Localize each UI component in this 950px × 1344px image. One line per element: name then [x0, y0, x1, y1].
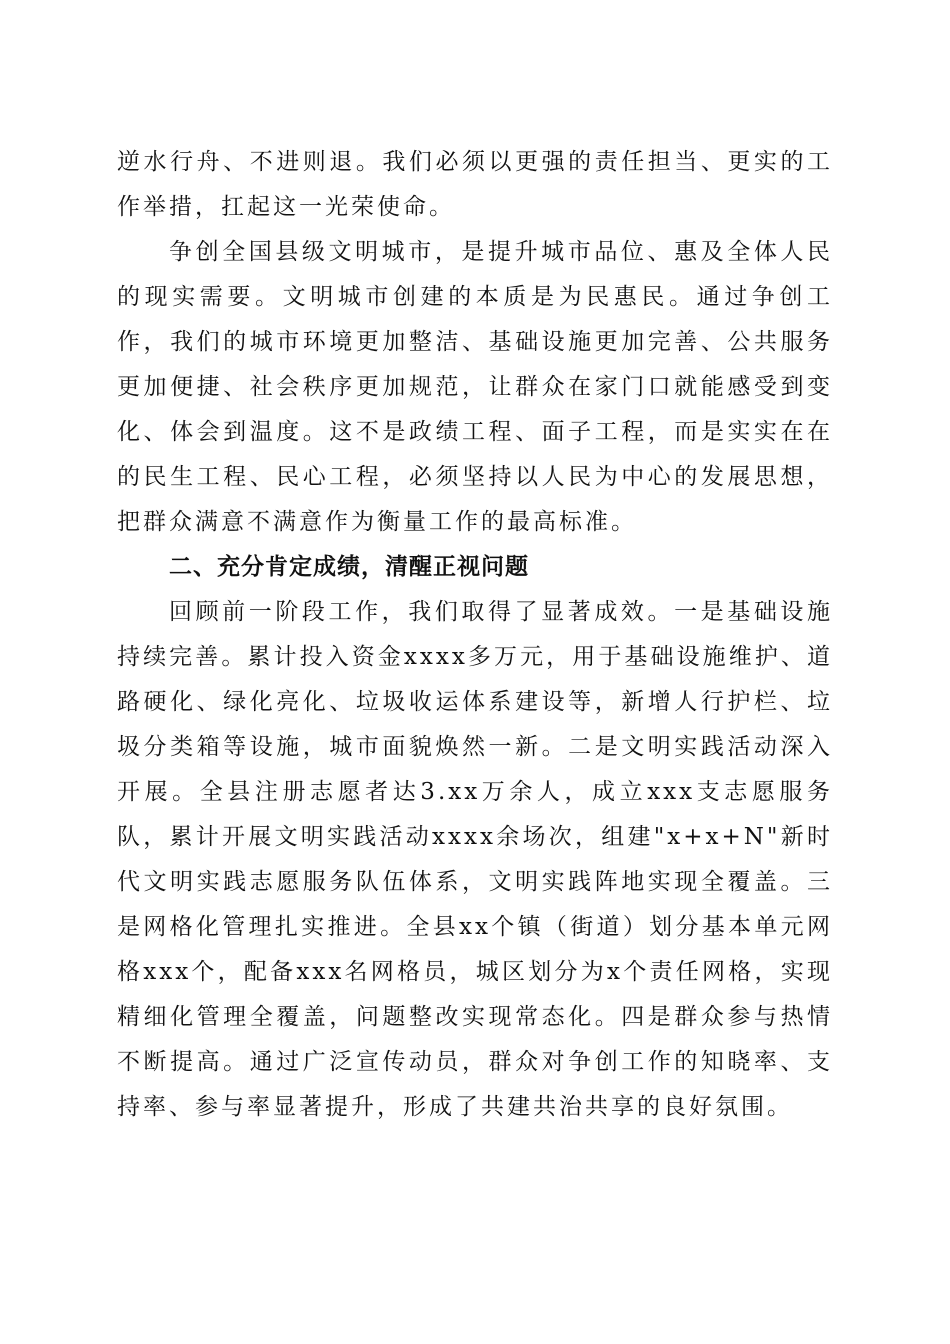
document-body: [117, 140, 833, 1130]
paragraph-continuation: 逆水行舟、不进则退。我们必须以更强的责任担当、更实的工作举措，扛起这一光荣使命。: [117, 149, 833, 220]
paragraph-achievements: 回顾前一阶段工作，我们取得了显著成效。一是基础设施持续完善。累计投入资金xxxx多万元，用于基础设施维护、道路硬化、绿化亮化、垃圾收运体系建设等，新增人行护栏、垃圾分类箱等设施，城市面貌焕然一新。二是文明实践活动深入开展。全县注册志愿者达3.xx万余人，成立xxx支志愿服务队，累计开展文明实践活动xxxx余场次，组建"x+x+N"新时代文明实践志愿服务队伍体系，文明实践阵地实现全覆盖。三是网格化管理扎实推进。全县xx个镇（街道）划分基本单元网格xxx个，配备xxx名网格员，城区划分为x个责任网格，实现精细化管理全覆盖，问题整改实现常态化。四是群众参与热情不断提高。通过广泛宣传动员，群众对争创工作的知晓率、支持率、参与率显著提升，形成了共建共治共享的良好氛围。: [117, 599, 833, 1120]
section-heading-2: 二、充分肯定成绩，清醒正视问题: [169, 554, 529, 580]
paragraph-civilized-city-purpose: 争创全国县级文明城市，是提升城市品位、惠及全体人民的现实需要。文明城市创建的本质是为民惠民。通过争创工作，我们的城市环境更加整洁、基础设施更加完善、公共服务更加便捷、社会秩序更加规范，让群众在家门口就能感受到变化、体会到温度。这不是政绩工程、面子工程，而是实实在在的民生工程、民心工程，必须坚持以人民为中心的发展思想，把群众满意不满意作为衡量工作的最高标准。: [117, 239, 833, 535]
